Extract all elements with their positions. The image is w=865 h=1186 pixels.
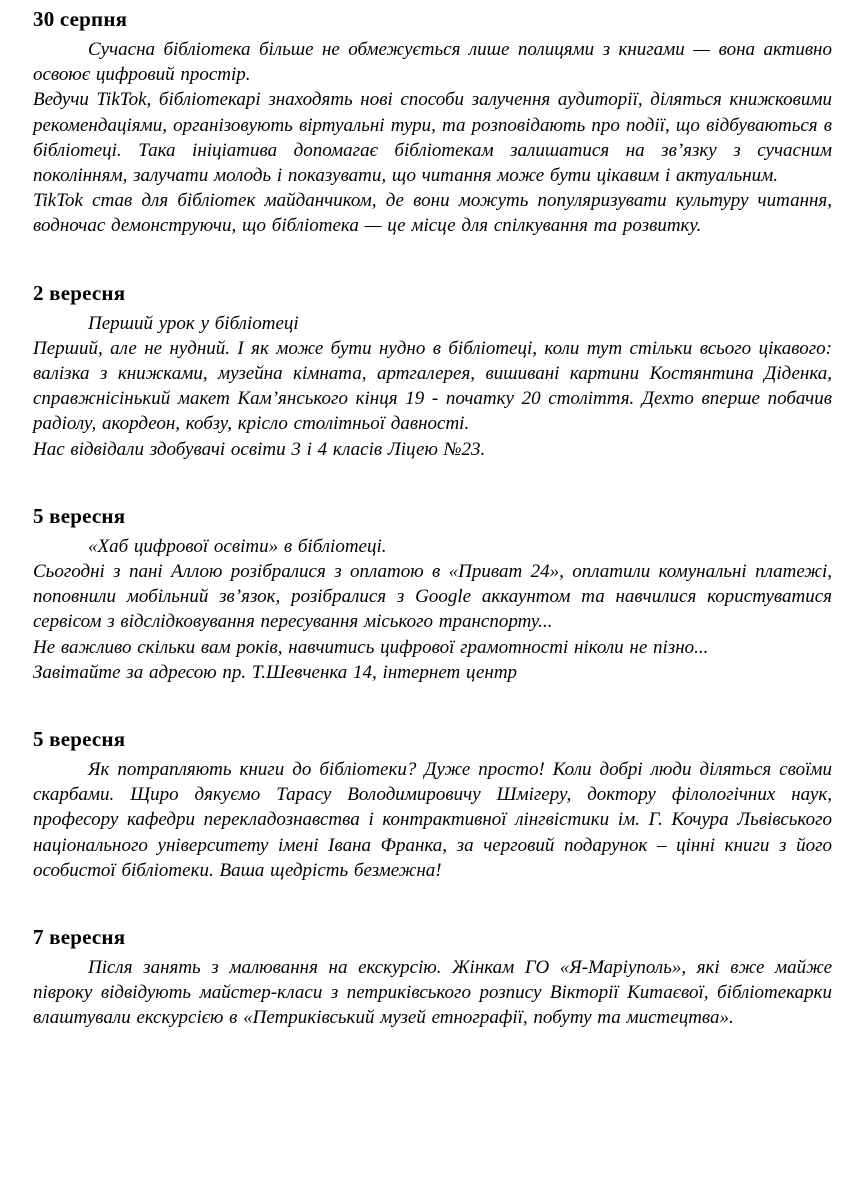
entry-paragraph: Перший, але не нудний. І як може бути нудно в бібліотеці, коли тут стільки всього цікавого: валізка з книжками, музейна кімната, артгалерея, вишивані картини Костянтина Діденка, справжнісінький макет Кам’янського кінця 19 - початку 20 століття. Дехто вперше побачив радіолу, акордеон, кобзу, крісло столітньої давності. [33, 337, 832, 435]
diary-entry [33, 280, 832, 462]
entry-paragraph: TikTok став для бібліотек майданчиком, де вони можуть популяризувати культуру читання, водночас демонструючи, що бібліотека — це місце для спілкування та розвитку. [33, 190, 832, 237]
entry-paragraph: Не важливо скільки вам років, навчитись цифрової грамотності ніколи не пізно... [33, 636, 709, 658]
entry-date-heading: 5 вересня [33, 727, 126, 752]
entry-paragraph: Після занять з малювання на екскурсію. Жінкам ГО «Я-Маріуполь», які вже майже півроку відвідують майстер-класи з петриківського розпису Вікторії Китаєвої, бібліотекарки влаштували екскурсією в «Петриківський музей етнографії, побуту та мистецтва». [33, 957, 832, 1029]
diary-entry [33, 726, 832, 883]
entry-paragraph: Завітайте за адресою пр. Т.Шевченка 14, інтернет центр [33, 661, 518, 683]
entry-date-heading: 30 серпня [33, 7, 128, 31]
entry-paragraph: Перший урок у бібліотеці [88, 312, 299, 334]
entry-paragraph: Сьогодні з пані Аллою розібралися з оплатою в «Приват 24», оплатили комунальні платежі, поповнили мобільний зв’язок, розібралися з Google аккаунтом та навчилися користуватися сервісом з відслідковування пересування міського транспорту... [33, 561, 832, 633]
entry-date-heading: 2 вересня [33, 280, 126, 305]
entry-paragraph: Як потрапляють книги до бібліотеки? Дуже просто! Коли добрі люди діляться своїми скарбами. Щиро дякуємо Тарасу Володимировичу Шмігеру, доктору філологічних наук, професору кафедри перекладознавства і контрактивної лінгвістики ім. Г. Кочура Львівського національного університету імені Івана Франка, за черговий подарунок – цінні книги з його особистої бібліотеки. Ваша щедрість безмежна! [33, 759, 832, 881]
entry-date-heading: 5 вересня [33, 503, 126, 528]
entry-paragraph: Нас відвідали здобувачі освіти 3 і 4 класів Ліцею №23. [33, 438, 486, 460]
entry-paragraph: Ведучи TikTok, бібліотекарі знаходять нові способи залучення аудиторії, діляться книжковими рекомендаціями, організовують віртуальні тури, та розповідають про події, що відбуваються в бібліотеці. Така ініціатива допомагає бібліотекам залишатися на зв’язку з сучасним поколінням, залучати молодь і показувати, що читання може бути цікавим і актуальним. [33, 89, 832, 187]
entry-paragraph: «Хаб цифрової освіти» в бібліотеці. [88, 535, 387, 557]
diary-entry [33, 924, 832, 1031]
entry-paragraph: Сучасна бібліотека більше не обмежується лише полицями з книгами — вона активно освоює цифровий простір. [33, 39, 832, 86]
entry-date-heading: 7 вересня [33, 925, 126, 950]
diary-entry [33, 503, 832, 685]
diary-entry [33, 6, 832, 239]
